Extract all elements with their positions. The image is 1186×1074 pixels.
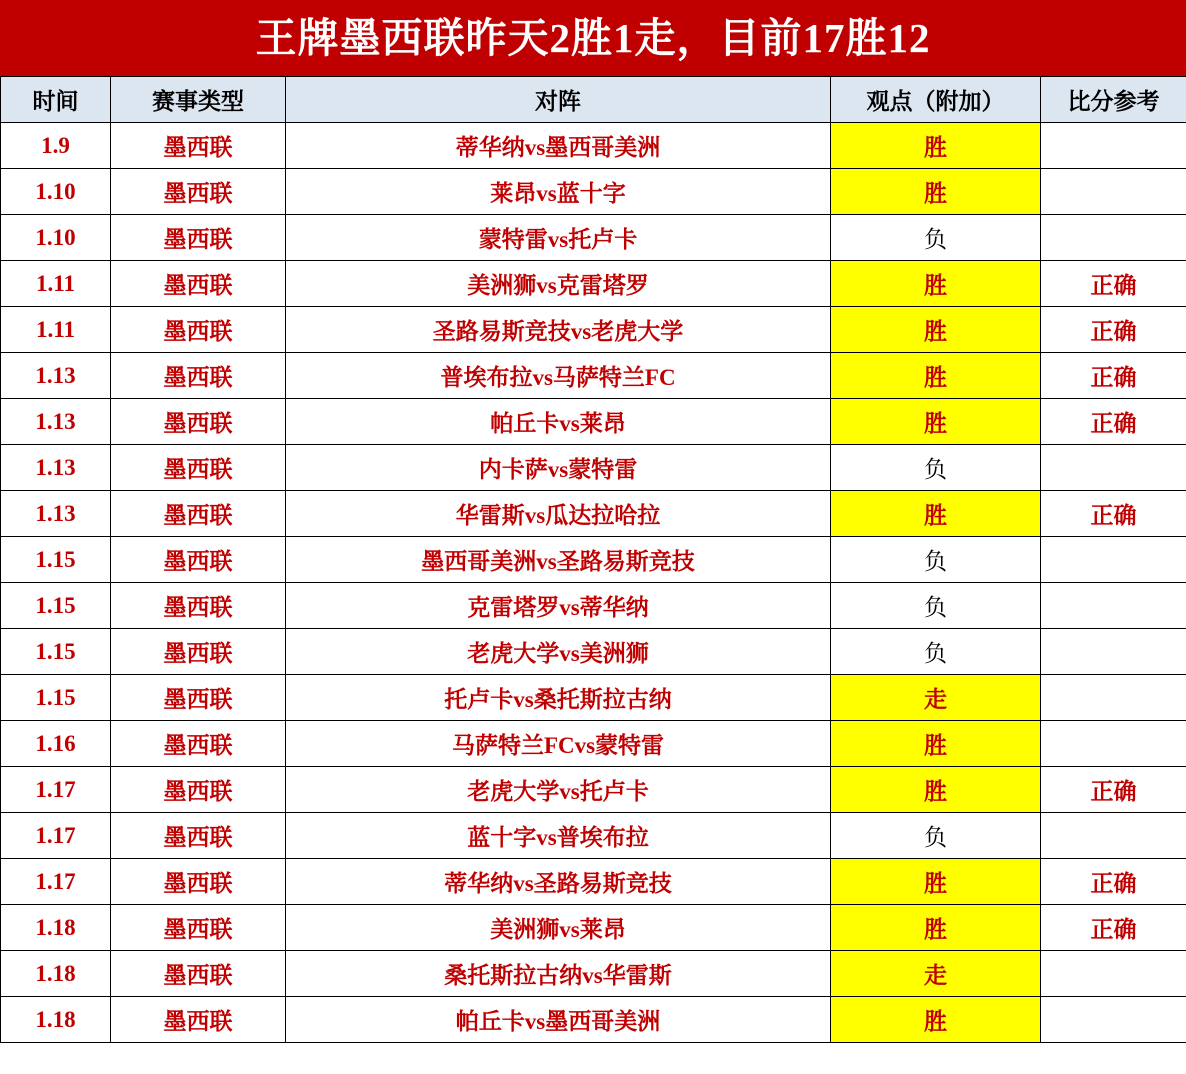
table-row — [1, 491, 1186, 537]
cell-league: 墨西联 — [111, 997, 286, 1043]
cell-view: 负 — [831, 629, 1041, 675]
cell-league: 墨西联 — [111, 767, 286, 813]
cell-view: 胜 — [831, 767, 1041, 813]
cell-view: 胜 — [831, 353, 1041, 399]
cell-match: 美洲狮vs莱昂 — [286, 905, 831, 951]
cell-match: 蒂华纳vs圣路易斯竞技 — [286, 859, 831, 905]
cell-score — [1041, 123, 1186, 169]
cell-score: 正确 — [1041, 399, 1186, 445]
page-title: 王牌墨西联昨天2胜1走，目前17胜12 — [0, 0, 1186, 76]
cell-league: 墨西联 — [111, 261, 286, 307]
cell-view: 胜 — [831, 997, 1041, 1043]
cell-score: 正确 — [1041, 905, 1186, 951]
cell-match: 老虎大学vs美洲狮 — [286, 629, 831, 675]
table-body — [1, 123, 1186, 1043]
cell-view: 胜 — [831, 905, 1041, 951]
table-row — [1, 997, 1186, 1043]
cell-time: 1.17 — [1, 767, 111, 813]
cell-score: 正确 — [1041, 261, 1186, 307]
cell-league: 墨西联 — [111, 905, 286, 951]
table-row — [1, 721, 1186, 767]
cell-league: 墨西联 — [111, 123, 286, 169]
cell-time: 1.10 — [1, 169, 111, 215]
cell-league: 墨西联 — [111, 583, 286, 629]
cell-score: 正确 — [1041, 491, 1186, 537]
cell-match: 美洲狮vs克雷塔罗 — [286, 261, 831, 307]
cell-view: 负 — [831, 215, 1041, 261]
table-row — [1, 537, 1186, 583]
cell-view: 负 — [831, 537, 1041, 583]
cell-view: 胜 — [831, 721, 1041, 767]
cell-score — [1041, 997, 1186, 1043]
cell-score — [1041, 951, 1186, 997]
table-row — [1, 445, 1186, 491]
cell-score: 正确 — [1041, 859, 1186, 905]
cell-time: 1.10 — [1, 215, 111, 261]
cell-match: 老虎大学vs托卢卡 — [286, 767, 831, 813]
table-row — [1, 123, 1186, 169]
cell-league: 墨西联 — [111, 629, 286, 675]
cell-match: 桑托斯拉古纳vs华雷斯 — [286, 951, 831, 997]
cell-view: 胜 — [831, 399, 1041, 445]
cell-time: 1.18 — [1, 997, 111, 1043]
cell-match: 克雷塔罗vs蒂华纳 — [286, 583, 831, 629]
cell-time: 1.13 — [1, 445, 111, 491]
cell-league: 墨西联 — [111, 537, 286, 583]
cell-league: 墨西联 — [111, 353, 286, 399]
cell-league: 墨西联 — [111, 951, 286, 997]
table-row — [1, 307, 1186, 353]
cell-time: 1.15 — [1, 583, 111, 629]
column-header-match: 对阵 — [286, 77, 831, 123]
cell-score — [1041, 583, 1186, 629]
cell-match: 托卢卡vs桑托斯拉古纳 — [286, 675, 831, 721]
cell-score: 正确 — [1041, 353, 1186, 399]
cell-view: 负 — [831, 445, 1041, 491]
predictions-table — [0, 76, 1186, 1043]
table-row — [1, 629, 1186, 675]
cell-match: 蒙特雷vs托卢卡 — [286, 215, 831, 261]
cell-league: 墨西联 — [111, 491, 286, 537]
cell-match: 莱昂vs蓝十字 — [286, 169, 831, 215]
cell-score — [1041, 215, 1186, 261]
cell-time: 1.9 — [1, 123, 111, 169]
table-row — [1, 169, 1186, 215]
table-row — [1, 353, 1186, 399]
table-row — [1, 859, 1186, 905]
cell-time: 1.16 — [1, 721, 111, 767]
table-header-row — [1, 77, 1186, 123]
cell-league: 墨西联 — [111, 399, 286, 445]
table-row — [1, 767, 1186, 813]
cell-match: 普埃布拉vs马萨特兰FC — [286, 353, 831, 399]
cell-view: 胜 — [831, 491, 1041, 537]
cell-view: 走 — [831, 675, 1041, 721]
cell-time: 1.18 — [1, 905, 111, 951]
cell-time: 1.11 — [1, 307, 111, 353]
cell-time: 1.13 — [1, 353, 111, 399]
cell-view: 胜 — [831, 859, 1041, 905]
table-row — [1, 675, 1186, 721]
cell-match: 蓝十字vs普埃布拉 — [286, 813, 831, 859]
cell-view: 负 — [831, 813, 1041, 859]
cell-score: 正确 — [1041, 767, 1186, 813]
table-row — [1, 583, 1186, 629]
cell-match: 墨西哥美洲vs圣路易斯竞技 — [286, 537, 831, 583]
column-header-league: 赛事类型 — [111, 77, 286, 123]
cell-league: 墨西联 — [111, 675, 286, 721]
table-row — [1, 215, 1186, 261]
cell-view: 负 — [831, 583, 1041, 629]
column-header-time: 时间 — [1, 77, 111, 123]
cell-league: 墨西联 — [111, 813, 286, 859]
table-row — [1, 399, 1186, 445]
cell-league: 墨西联 — [111, 215, 286, 261]
cell-match: 帕丘卡vs墨西哥美洲 — [286, 997, 831, 1043]
cell-view: 胜 — [831, 261, 1041, 307]
cell-match: 华雷斯vs瓜达拉哈拉 — [286, 491, 831, 537]
cell-match: 内卡萨vs蒙特雷 — [286, 445, 831, 491]
cell-league: 墨西联 — [111, 169, 286, 215]
cell-league: 墨西联 — [111, 445, 286, 491]
cell-time: 1.15 — [1, 675, 111, 721]
cell-time: 1.15 — [1, 629, 111, 675]
cell-time: 1.11 — [1, 261, 111, 307]
cell-time: 1.13 — [1, 491, 111, 537]
cell-score — [1041, 445, 1186, 491]
cell-score — [1041, 537, 1186, 583]
cell-score — [1041, 813, 1186, 859]
cell-time: 1.17 — [1, 859, 111, 905]
cell-match: 帕丘卡vs莱昂 — [286, 399, 831, 445]
cell-view: 胜 — [831, 307, 1041, 353]
column-header-view: 观点（附加） — [831, 77, 1041, 123]
cell-time: 1.18 — [1, 951, 111, 997]
cell-time: 1.13 — [1, 399, 111, 445]
cell-view: 走 — [831, 951, 1041, 997]
cell-time: 1.15 — [1, 537, 111, 583]
cell-league: 墨西联 — [111, 307, 286, 353]
table-row — [1, 261, 1186, 307]
cell-view: 胜 — [831, 169, 1041, 215]
table-row — [1, 905, 1186, 951]
table-header — [1, 77, 1186, 123]
cell-score: 正确 — [1041, 307, 1186, 353]
column-header-score: 比分参考 — [1041, 77, 1186, 123]
cell-match: 蒂华纳vs墨西哥美洲 — [286, 123, 831, 169]
cell-score — [1041, 675, 1186, 721]
cell-time: 1.17 — [1, 813, 111, 859]
cell-score — [1041, 169, 1186, 215]
table-row — [1, 813, 1186, 859]
cell-league: 墨西联 — [111, 859, 286, 905]
cell-league: 墨西联 — [111, 721, 286, 767]
cell-score — [1041, 721, 1186, 767]
cell-match: 马萨特兰FCvs蒙特雷 — [286, 721, 831, 767]
cell-score — [1041, 629, 1186, 675]
cell-match: 圣路易斯竞技vs老虎大学 — [286, 307, 831, 353]
cell-view: 胜 — [831, 123, 1041, 169]
table-row — [1, 951, 1186, 997]
